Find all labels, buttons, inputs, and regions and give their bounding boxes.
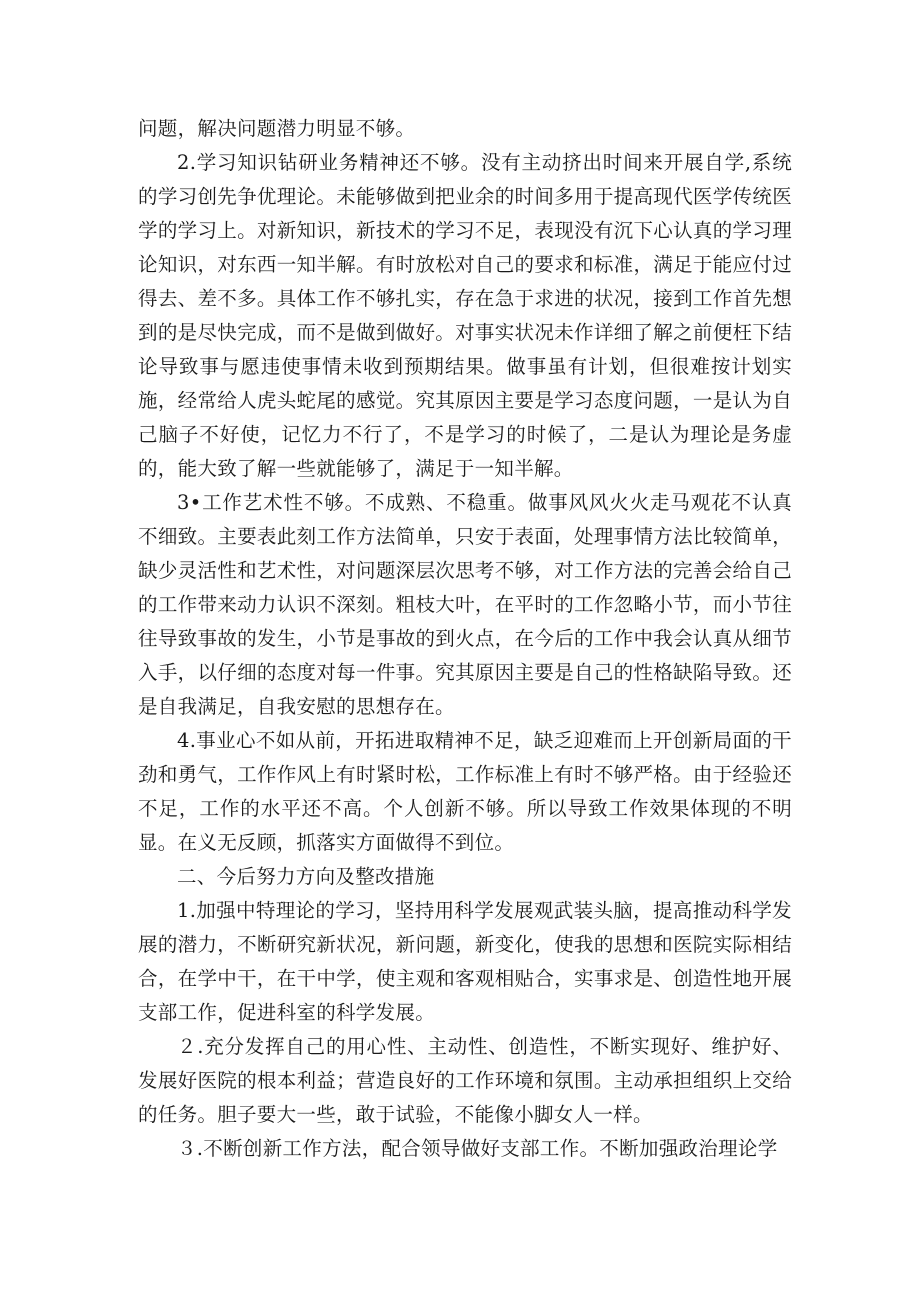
paragraph-measure-2: ２.充分发挥自己的用心性、主动性、创造性，不断实现好、维护好、发展好医院的根本利益；营造良好的工作环境和氛围。主动承担组织上交给的任务。胆子要大一些，敢于试验，不能像小脚女人一样。 [138,1035,792,1126]
paragraph-item-2-study: 2.学习知识钻研业务精神还不够。没有主动挤出时间来开展自学,系统的学习创先争优理论。未能够做到把业余的时间多用于提高现代医学传统医学的学习上。对新知识，新技术的学习不足，表现没有沉下心认真的学习理论知识，对东西一知半解。有时放松对自己的要求和标准，满足于能应付过得去、差不多。具体工作不够扎实，存在急于求进的状况，接到工作首先想到的是尽快完成，而不是做到做好。对事实状况未作详细了解之前便枉下结论导致事与愿违使事情未收到预期结果。做事虽有计划，但很难按计划实施，经常给人虎头蛇尾的感觉。究其原因主要是学习态度问题，一是认为自己脑子不好使，记忆力不行了，不是学习的时候了，二是认为理论是务虚的，能大致了解一些就能够了，满足于一知半解。 [138,151,792,480]
paragraph-problem-continuation: 问题，解决问题潜力明显不够。 [138,117,416,140]
paragraph-item-4-enterprise: 4.事业心不如从前，开拓进取精神不足，缺乏迎难而上开创新局面的干劲和勇气，工作作风上有时紧时松，工作标准上有时不够严格。由于经验还不足，工作的水平还不高。个人创新不够。所以导致工作效果体现的不明显。在义无反顾，抓落实方面做得不到位。 [138,729,792,854]
paragraph-item-3-work-art: 3•工作艺术性不够。不成熟、不稳重。做事风风火火走马观花不认真不细致。主要表此刻工作方法简单，只安于表面，处理事情方法比较简单，缺少灵活性和艺术性，对问题深层次思考不够，对工作方法的完善会给自己的工作带来动力认识不深刻。粗枝大叶，在平时的工作忽略小节，而小节往往导致事故的发生，小节是事故的到火点，在今后的工作中我会认真从细节入手，以仔细的态度对每一件事。究其原因主要是自己的性格缺陷导致。还是自我满足，自我安慰的思想存在。 [138,491,792,718]
section-heading-rectification: 二、今后努力方向及整改措施 [177,865,435,888]
paragraph-measure-3: ３.不断创新工作方法，配合领导做好支部工作。不断加强政治理论学 [177,1137,778,1160]
paragraph-measure-1: 1.加强中特理论的学习，坚持用科学发展观武装头脑，提高推动科学发展的潜力，不断研究新状况，新问题，新变化，使我的思想和医院实际相结合，在学中干，在干中学，使主观和客观相贴合，实事求是、创造性地开展支部工作，促进科室的科学发展。 [138,899,792,1024]
document-page [138,112,792,1166]
